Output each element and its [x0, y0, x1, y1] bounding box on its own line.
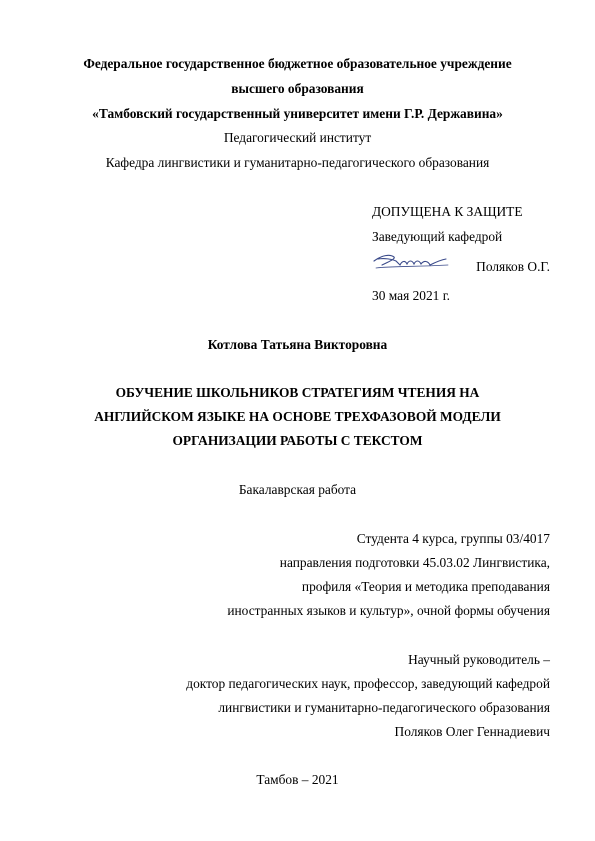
organization-type: Федеральное государственное бюджетное образовательное учреждение: [83, 56, 512, 71]
handwritten-signature: [372, 251, 450, 273]
university-name: «Тамбовский государственный университет имени Г.Р. Державина»: [92, 106, 503, 121]
supervisor-department: лингвистики и гуманитарно-педагогического образования: [218, 700, 550, 715]
supervisor-name: Поляков Олег Геннадиевич: [394, 724, 550, 739]
student-course-group: Студента 4 курса, группы 03/4017: [356, 531, 550, 546]
institute-name: Педагогический институт: [223, 130, 372, 145]
education-level: высшего образования: [231, 81, 364, 96]
approval-role: Заведующий кафедрой: [372, 229, 503, 244]
student-profile-cont: иностранных языков и культур», очной формы обучения: [227, 603, 550, 618]
student-direction: направления подготовки 45.03.02 Лингвистика,: [279, 555, 550, 570]
city-year: Тамбов – 2021: [256, 772, 339, 787]
work-type: Бакалаврская работа: [238, 482, 357, 497]
supervisor-label: Научный руководитель –: [408, 652, 550, 667]
supervisor-degree: доктор педагогических наук, профессор, заведующий кафедрой: [186, 676, 550, 691]
approval-date: 30 мая 2021 г.: [372, 288, 451, 303]
thesis-title-line-3: ОРГАНИЗАЦИИ РАБОТЫ С ТЕКСТОМ: [172, 433, 423, 448]
author-name: Котлова Татьяна Викторовна: [207, 337, 388, 352]
student-profile: профиля «Теория и методика преподавания: [301, 579, 550, 594]
thesis-title-line-2: АНГЛИЙСКОМ ЯЗЫКЕ НА ОСНОВЕ ТРЕХФАЗОВОЙ МОДЕЛИ: [94, 409, 501, 424]
approver-name: Поляков О.Г.: [476, 259, 550, 274]
approval-status: ДОПУЩЕНА К ЗАЩИТЕ: [372, 204, 523, 219]
department-name: Кафедра лингвистики и гуманитарно-педагогического образования: [105, 155, 490, 170]
thesis-title-line-1: ОБУЧЕНИЕ ШКОЛЬНИКОВ СТРАТЕГИЯМ ЧТЕНИЯ НА: [115, 385, 480, 400]
